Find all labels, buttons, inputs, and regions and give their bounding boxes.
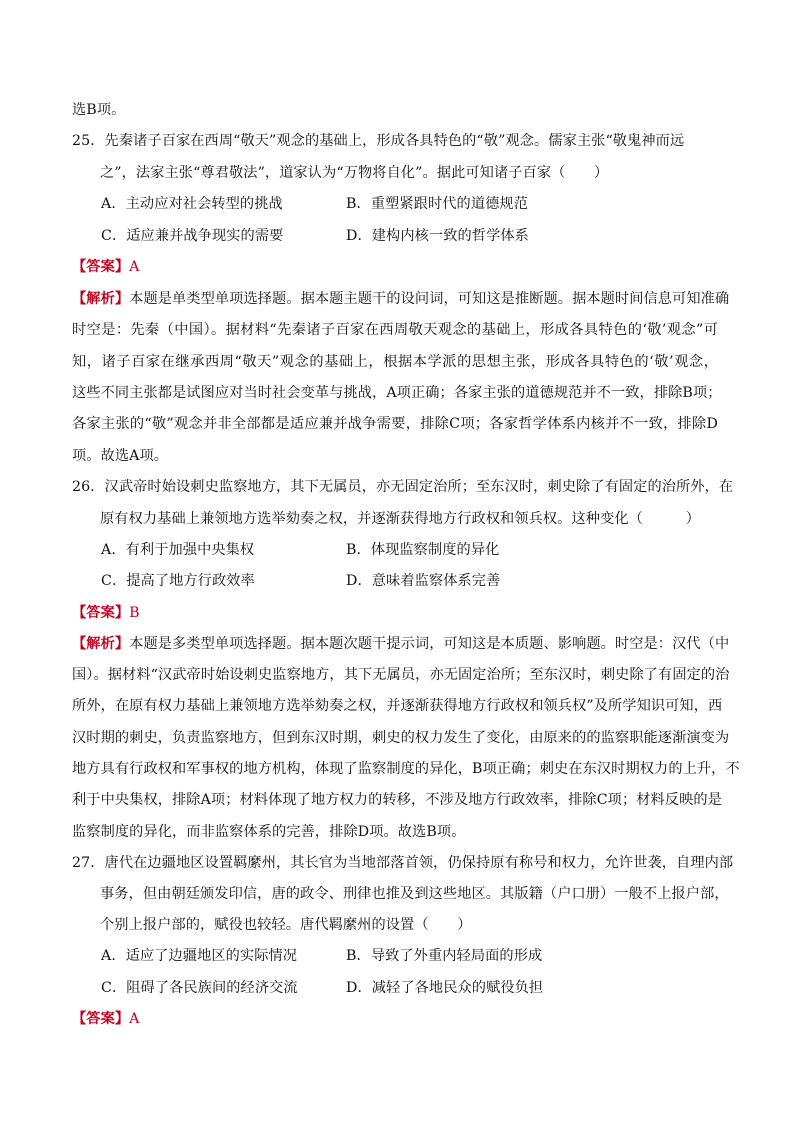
question-25-analysis-line-6: 项。故选A项。 — [72, 448, 169, 464]
question-25-option-d: D．建构内核一致的哲学体系 — [346, 228, 529, 244]
question-25-option-b: B．重塑紧跟时代的道德规范 — [346, 196, 528, 212]
question-25-stem-line-1: 25．先秦诸子百家在西周“敬天”观念的基础上，形成各具特色的“敬”观念。儒家主张“敬鬼神而远 — [72, 133, 685, 149]
question-25-analysis-line-1 — [72, 289, 730, 309]
answer-tag: 【答案】 — [72, 259, 130, 275]
question-27-option-b: B．导致了外重内轻局面的形成 — [346, 948, 543, 964]
question-25-analysis-line-2: 时空是：先秦（中国）。据材料“先秦诸子百家在西周敬天观念的基础上，形成各具特色的‘敬’观念”可 — [72, 322, 718, 338]
question-26-option-c: C．提高了地方行政效率 — [101, 573, 255, 589]
answer-tag: 【答案】 — [72, 1011, 130, 1027]
question-27-option-c: C．阻碍了各民族间的经济交流 — [101, 980, 298, 996]
question-25-analysis-line-4: 这些不同主张都是试图应对当时社会变革与挑战，A项正确；各家主张的道德规范并不一致，排除B项； — [72, 385, 722, 401]
analysis-tag: 【解析】 — [72, 291, 130, 307]
answer-value: A — [129, 259, 140, 275]
question-26-analysis-line-2: 国）。据材料“汉武帝时始设刺史监察地方，其下无属员，亦无固定治所；至东汉时，刺史除了有固定的治 — [72, 667, 730, 683]
question-26-stem-line-1: 26．汉武帝时始设刺史监察地方，其下无属员，亦无固定治所；至东汉时，刺史除了有固定的治所外，在 — [72, 479, 734, 495]
question-26-answer — [72, 603, 140, 623]
answer-value: A — [129, 1011, 140, 1027]
question-25-analysis-line-3: 知，诸子百家在继承西周“敬天”观念的基础上，根据本学派的思想主张，形成各具特色的‘敬’观念， — [72, 354, 718, 370]
question-25-option-a: A．主动应对社会转型的挑战 — [101, 196, 283, 212]
question-26-analysis-line-7: 监察制度的异化，而非监察体系的完善，排除D项。故选B项。 — [72, 824, 466, 840]
analysis-text: 本题是单类型单项选择题。据本题主题干的设问词，可知这是推断题。据本题时间信息可知准确 — [129, 291, 730, 307]
question-27-stem-line-3: 个别上报户部的，赋役也较轻。唐代羁縻州的设置（ ） — [100, 917, 472, 933]
question-27-answer — [72, 1009, 140, 1029]
question-26-option-a: A．有利于加强中央集权 — [101, 542, 255, 558]
question-26-analysis-line-4: 汉时期的刺史，负责监察地方，但到东汉时期，刺史的权力发生了变化，由原来的的监察职能逐渐演变为 — [72, 730, 730, 746]
answer-value: B — [129, 605, 140, 621]
analysis-tag: 【解析】 — [72, 636, 130, 652]
answer-tag: 【答案】 — [72, 605, 130, 621]
question-25-answer — [72, 257, 140, 277]
question-25-option-c: C．适应兼并战争现实的需要 — [101, 228, 284, 244]
question-27-stem-line-1: 27．唐代在边疆地区设置羁縻州，其长官为当地部落首领，仍保持原有称号和权力，允许世袭，自理内部 — [72, 855, 734, 871]
question-25-analysis-line-5: 各家主张的“敬”观念并非全部都是适应兼并战争需要，排除C项；各家哲学体系内核并不一致，排除D — [72, 416, 718, 432]
question-26-analysis-line-5: 地方具有行政权和军事权的地方机构，体现了监察制度的异化，B项正确；刺史在东汉时期权力的上升，不 — [72, 761, 740, 777]
question-27-option-d: D．减轻了各地民众的赋役负担 — [346, 980, 544, 996]
analysis-text: 本题是多类型单项选择题。据本题次题干提示词，可知这是本质题、影响题。时空是：汉代（中 — [129, 636, 730, 652]
previous-answer-tail: 选B项。 — [72, 102, 126, 118]
question-26-analysis-line-6: 利于中央集权，排除A项；材料体现了地方权力的转移，不涉及地方行政效率，排除C项；材料反映的是 — [72, 792, 722, 808]
question-27-option-a: A．适应了边疆地区的实际情况 — [101, 948, 298, 964]
question-26-stem-line-2: 原有权力基础上兼领地方选举劾奏之权，并逐渐获得地方行政权和领兵权。这种变化（ ） — [100, 511, 701, 527]
question-26-analysis-line-3: 所外，在原有权力基础上兼领地方选举劾奏之权，并逐渐获得地方行政权和领兵权”及所学知识可知，西 — [72, 698, 723, 714]
question-26-option-d: D．意味着监察体系完善 — [346, 573, 501, 589]
question-25-stem-line-2: 之”，法家主张“尊君敬法”，道家认为“万物将自化”。据此可知诸子百家（ ） — [100, 165, 609, 181]
question-27-stem-line-2: 事务，但由朝廷颁发印信，唐的政令、刑律也推及到这些地区。其版籍（户口册）一般不上报户部， — [100, 886, 729, 902]
question-26-analysis-line-1 — [72, 634, 730, 654]
question-26-option-b: B．体现监察制度的异化 — [346, 542, 500, 558]
